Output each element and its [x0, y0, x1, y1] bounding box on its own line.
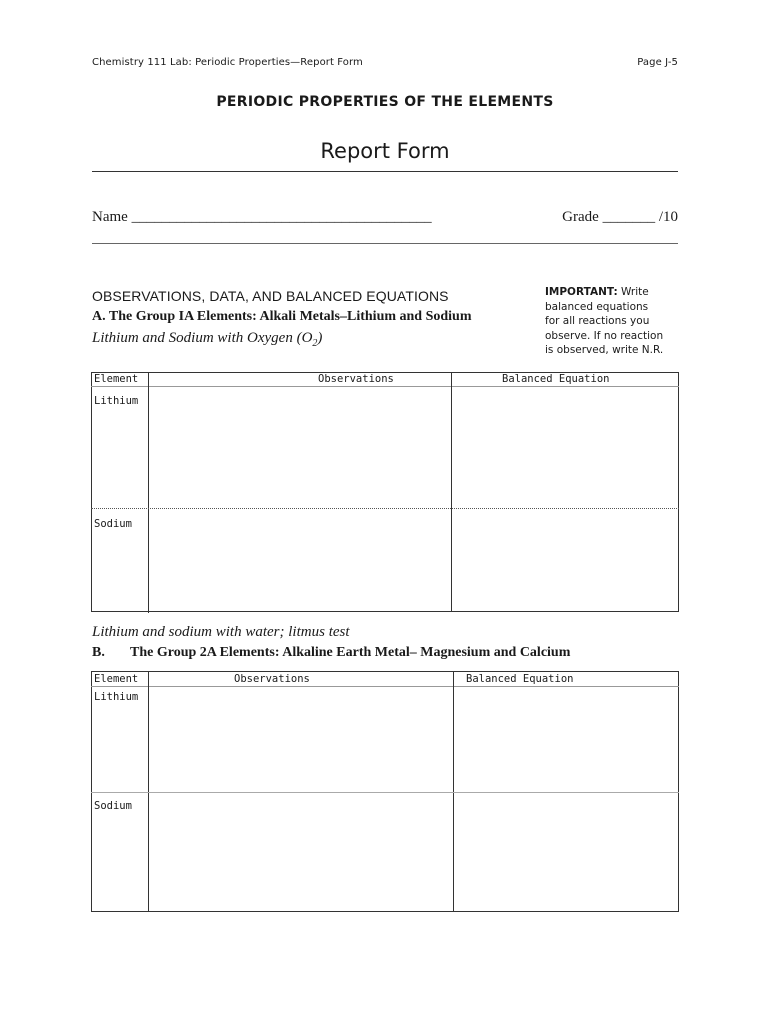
table-b-sodium-observations-cell[interactable] [152, 796, 450, 908]
table-a-col-observations: Observations [318, 373, 394, 385]
section-a-heading: A. The Group IA Elements: Alkali Metals–Lithium and Sodium [92, 309, 472, 324]
water-litmus-heading: Lithium and sodium with water; litmus test [92, 624, 350, 640]
running-header-left: Chemistry 111 Lab: Periodic Properties—Report Form [92, 57, 363, 68]
table-a-sodium-observations-cell[interactable] [152, 512, 448, 608]
note-line-2: balanced equations [545, 300, 649, 313]
name-label: Name [92, 209, 128, 225]
table-a-col-divider-2 [451, 372, 452, 612]
table-a-col-equation: Balanced Equation [502, 373, 610, 385]
table-a-col-divider-1 [148, 372, 149, 613]
table-b-lithium-equation-cell[interactable] [457, 690, 675, 789]
name-field[interactable] [92, 209, 432, 226]
table-a-lithium-equation-cell[interactable] [455, 390, 675, 505]
page-number: Page J-5 [637, 57, 678, 68]
subheading-close: ) [317, 330, 323, 346]
table-a-row-divider [91, 508, 679, 509]
section-b-label: B. [92, 645, 105, 660]
table-b-col-equation: Balanced Equation [466, 673, 574, 685]
subscript: 2 [312, 338, 318, 349]
title-rule [92, 171, 678, 172]
note-line-4: observe. If no reaction [545, 329, 664, 342]
table-b-col-observations: Observations [234, 673, 310, 685]
note-line-3: for all reactions you [545, 315, 650, 327]
table-b-header-rule [91, 686, 679, 687]
table-b-row-sodium: Sodium [94, 800, 132, 812]
important-label: IMPORTANT: [545, 286, 618, 298]
table-a-row-sodium: Sodium [94, 518, 132, 530]
table-a-row-lithium: Lithium [94, 395, 139, 407]
note-line-1 [545, 285, 663, 300]
name-blank[interactable]: ________________________________________ [131, 209, 432, 225]
section-a-subheading [92, 330, 322, 349]
table-a-col-element: Element [94, 373, 139, 385]
table-b-row-lithium: Lithium [94, 691, 139, 703]
grade-blank[interactable]: _______ [602, 209, 656, 225]
section-b-heading: The Group 2A Elements: Alkaline Earth Metal– Magnesium and Calcium [130, 645, 571, 660]
important-note [545, 285, 663, 358]
table-b-col-element: Element [94, 673, 139, 685]
grade-total: /10 [658, 209, 678, 225]
note-line-1-rest: Write [617, 286, 649, 298]
page-title: PERIODIC PROPERTIES OF THE ELEMENTS [216, 94, 554, 110]
table-b-lithium-observations-cell[interactable] [152, 690, 450, 789]
page-subtitle: Report Form [320, 139, 450, 163]
note-line-5: is observed, write N.R. [545, 344, 664, 356]
section-heading: OBSERVATIONS, DATA, AND BALANCED EQUATIONS [92, 288, 449, 304]
table-a-lithium-observations-cell[interactable] [152, 390, 448, 505]
table-b-sodium-equation-cell[interactable] [457, 796, 675, 908]
table-b-row-divider [91, 792, 679, 793]
grade-field[interactable] [520, 209, 678, 226]
name-rule [92, 243, 678, 244]
subheading-text: Lithium and Sodium with Oxygen (O [92, 330, 313, 346]
table-a-sodium-equation-cell[interactable] [455, 512, 675, 608]
table-a-header-rule [91, 386, 679, 387]
grade-label: Grade [562, 209, 599, 225]
